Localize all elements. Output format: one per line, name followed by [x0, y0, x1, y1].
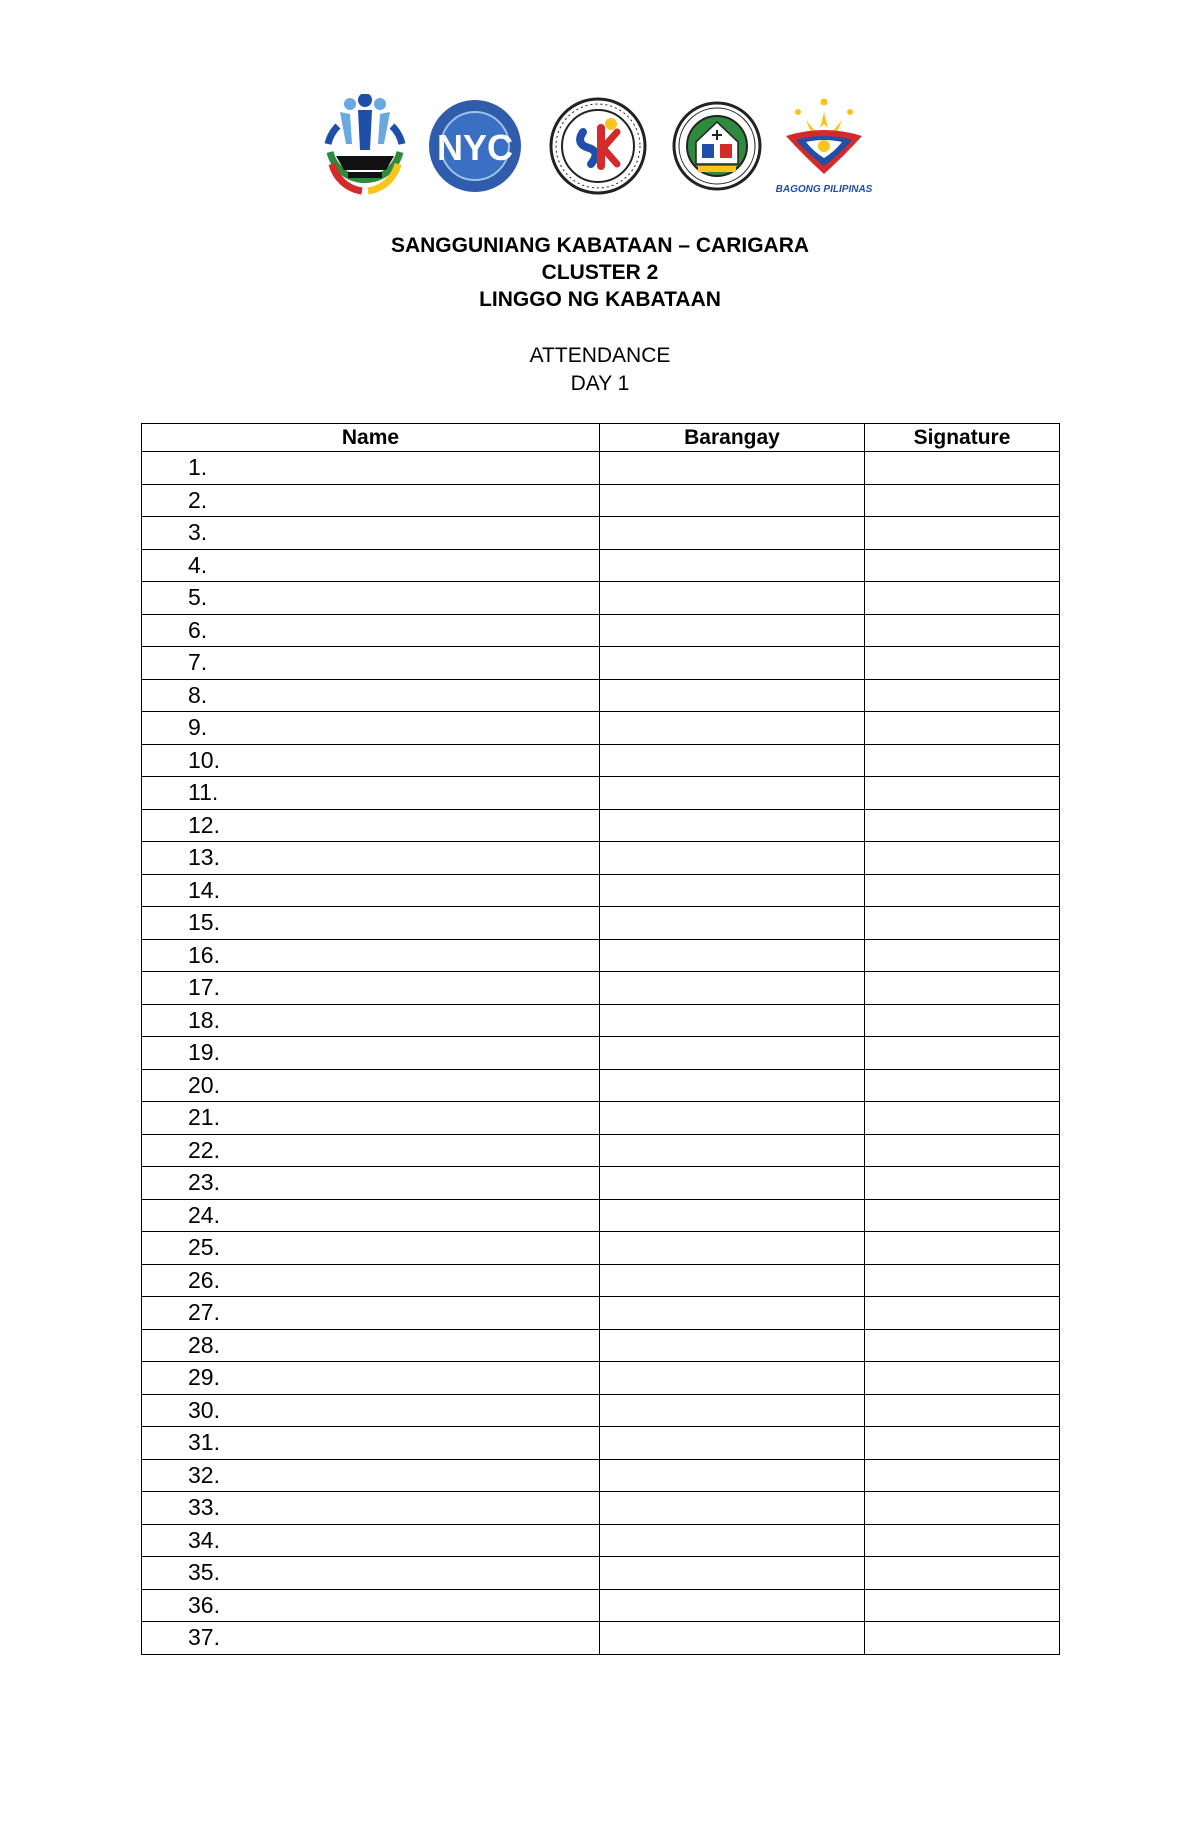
name-cell[interactable]: 25.	[142, 1232, 600, 1265]
barangay-cell[interactable]	[600, 517, 865, 550]
signature-cell[interactable]	[865, 549, 1060, 582]
barangay-cell[interactable]	[600, 1329, 865, 1362]
signature-cell[interactable]	[865, 582, 1060, 615]
signature-cell[interactable]	[865, 1557, 1060, 1590]
name-cell[interactable]: 30.	[142, 1394, 600, 1427]
barangay-cell[interactable]	[600, 907, 865, 940]
barangay-cell[interactable]	[600, 1199, 865, 1232]
table-row	[142, 1297, 1060, 1330]
bagong-pilipinas-logo-icon	[774, 94, 874, 198]
org-title: SANGGUNIANG KABATAAN – CARIGARA	[390, 234, 810, 257]
barangay-cell[interactable]	[600, 744, 865, 777]
signature-cell[interactable]	[865, 972, 1060, 1005]
barangay-cell[interactable]	[600, 647, 865, 680]
barangay-cell[interactable]	[600, 1524, 865, 1557]
signature-cell[interactable]	[865, 1297, 1060, 1330]
name-cell[interactable]: 33.	[142, 1492, 600, 1525]
name-cell[interactable]: 22.	[142, 1134, 600, 1167]
signature-cell[interactable]	[865, 874, 1060, 907]
table-row	[142, 1459, 1060, 1492]
signature-cell[interactable]	[865, 1037, 1060, 1070]
signature-cell[interactable]	[865, 907, 1060, 940]
name-cell[interactable]: 7.	[142, 647, 600, 680]
signature-cell[interactable]	[865, 1264, 1060, 1297]
table-row	[142, 452, 1060, 485]
table-row	[142, 614, 1060, 647]
name-cell[interactable]: 27.	[142, 1297, 600, 1330]
table-row	[142, 1362, 1060, 1395]
name-cell[interactable]: 8.	[142, 679, 600, 712]
signature-cell[interactable]	[865, 1329, 1060, 1362]
barangay-cell[interactable]	[600, 777, 865, 810]
day-label: DAY 1	[570, 372, 630, 395]
barangay-cell[interactable]	[600, 1492, 865, 1525]
name-cell[interactable]: 36.	[142, 1589, 600, 1622]
signature-cell[interactable]	[865, 1394, 1060, 1427]
table-row	[142, 712, 1060, 745]
barangay-cell[interactable]	[600, 874, 865, 907]
table-row	[142, 517, 1060, 550]
barangay-cell[interactable]	[600, 972, 865, 1005]
table-row	[142, 1102, 1060, 1135]
signature-cell[interactable]	[865, 1167, 1060, 1200]
table-row	[142, 939, 1060, 972]
signature-cell[interactable]	[865, 452, 1060, 485]
table-row	[142, 1394, 1060, 1427]
signature-cell[interactable]	[865, 712, 1060, 745]
cluster-label: CLUSTER 2	[541, 261, 659, 284]
barangay-cell[interactable]	[600, 1134, 865, 1167]
table-row	[142, 777, 1060, 810]
column-header-name: Name	[142, 424, 600, 452]
table-row	[142, 647, 1060, 680]
barangay-cell[interactable]	[600, 1167, 865, 1200]
barangay-cell[interactable]	[600, 614, 865, 647]
barangay-cell[interactable]	[600, 1394, 865, 1427]
name-cell[interactable]: 29.	[142, 1362, 600, 1395]
table-row	[142, 1427, 1060, 1460]
signature-cell[interactable]	[865, 1102, 1060, 1135]
linggo-ng-kabataan-logo-icon	[322, 94, 408, 198]
name-cell[interactable]: 13.	[142, 842, 600, 875]
bagong-pilipinas-wordmark: BAGONG PILIPINAS	[775, 184, 873, 195]
name-cell[interactable]: 20.	[142, 1069, 600, 1102]
signature-cell[interactable]	[865, 1492, 1060, 1525]
table-row	[142, 744, 1060, 777]
barangay-cell[interactable]	[600, 1362, 865, 1395]
table-row	[142, 484, 1060, 517]
doc-type: ATTENDANCE	[529, 344, 671, 367]
table-row	[142, 874, 1060, 907]
name-cell[interactable]: 24.	[142, 1199, 600, 1232]
signature-cell[interactable]	[865, 1459, 1060, 1492]
name-cell[interactable]: 14.	[142, 874, 600, 907]
name-cell[interactable]: 15.	[142, 907, 600, 940]
signature-cell[interactable]	[865, 1524, 1060, 1557]
table-row	[142, 549, 1060, 582]
table-row	[142, 582, 1060, 615]
barangay-cell[interactable]	[600, 1459, 865, 1492]
barangay-cell[interactable]	[600, 1264, 865, 1297]
barangay-cell[interactable]	[600, 1589, 865, 1622]
barangay-cell[interactable]	[600, 1427, 865, 1460]
table-row	[142, 679, 1060, 712]
table-row	[142, 1492, 1060, 1525]
name-cell[interactable]: 3.	[142, 517, 600, 550]
name-cell[interactable]: 9.	[142, 712, 600, 745]
municipality-of-carigara-seal-icon	[672, 94, 762, 198]
table-row	[142, 1167, 1060, 1200]
document-subheading	[0, 342, 1200, 398]
table-row	[142, 972, 1060, 1005]
table-row	[142, 1524, 1060, 1557]
name-cell[interactable]: 31.	[142, 1427, 600, 1460]
national-youth-commission-logo-icon	[427, 94, 523, 198]
name-cell[interactable]: 12.	[142, 809, 600, 842]
logo-strip	[0, 94, 1200, 204]
svg-text:NYC: NYC	[436, 127, 514, 168]
sk-federation-seal-icon	[549, 94, 647, 198]
attendance-table	[141, 423, 1060, 1655]
table-row	[142, 1134, 1060, 1167]
barangay-cell[interactable]	[600, 1069, 865, 1102]
signature-cell[interactable]	[865, 647, 1060, 680]
name-cell[interactable]: 26.	[142, 1264, 600, 1297]
barangay-cell[interactable]	[600, 1557, 865, 1590]
name-cell[interactable]: 28.	[142, 1329, 600, 1362]
name-cell[interactable]: 34.	[142, 1524, 600, 1557]
name-cell[interactable]: 6.	[142, 614, 600, 647]
name-cell[interactable]: 1.	[142, 452, 600, 485]
signature-cell[interactable]	[865, 517, 1060, 550]
barangay-cell[interactable]	[600, 1622, 865, 1655]
signature-cell[interactable]	[865, 1134, 1060, 1167]
signature-cell[interactable]	[865, 1427, 1060, 1460]
table-row	[142, 1557, 1060, 1590]
signature-cell[interactable]	[865, 939, 1060, 972]
table-row	[142, 842, 1060, 875]
signature-cell[interactable]	[865, 744, 1060, 777]
signature-cell[interactable]	[865, 1362, 1060, 1395]
barangay-cell[interactable]	[600, 484, 865, 517]
table-header-row	[142, 424, 1060, 452]
name-cell[interactable]: 19.	[142, 1037, 600, 1070]
barangay-cell[interactable]	[600, 1102, 865, 1135]
name-cell[interactable]: 16.	[142, 939, 600, 972]
attendance-rows	[142, 452, 1060, 1655]
name-cell[interactable]: 11.	[142, 777, 600, 810]
name-cell[interactable]: 17.	[142, 972, 600, 1005]
table-row	[142, 1069, 1060, 1102]
signature-cell[interactable]	[865, 777, 1060, 810]
signature-cell[interactable]	[865, 614, 1060, 647]
column-header-barangay: Barangay	[600, 424, 865, 452]
signature-cell[interactable]	[865, 1622, 1060, 1655]
barangay-cell[interactable]	[600, 842, 865, 875]
table-row	[142, 1232, 1060, 1265]
name-cell[interactable]: 32.	[142, 1459, 600, 1492]
column-header-signature: Signature	[865, 424, 1060, 452]
barangay-cell[interactable]	[600, 582, 865, 615]
table-row	[142, 1264, 1060, 1297]
event-title: LINGGO NG KABATAAN	[479, 288, 721, 311]
signature-cell[interactable]	[865, 1199, 1060, 1232]
name-cell[interactable]: 4.	[142, 549, 600, 582]
table-row	[142, 1622, 1060, 1655]
name-cell[interactable]: 18.	[142, 1004, 600, 1037]
signature-cell[interactable]	[865, 1589, 1060, 1622]
barangay-cell[interactable]	[600, 1232, 865, 1265]
table-row	[142, 809, 1060, 842]
table-row	[142, 1037, 1060, 1070]
barangay-cell[interactable]	[600, 712, 865, 745]
signature-cell[interactable]	[865, 1004, 1060, 1037]
table-row	[142, 1004, 1060, 1037]
signature-cell[interactable]	[865, 809, 1060, 842]
barangay-cell[interactable]	[600, 809, 865, 842]
barangay-cell[interactable]	[600, 452, 865, 485]
barangay-cell[interactable]	[600, 1004, 865, 1037]
signature-cell[interactable]	[865, 842, 1060, 875]
table-row	[142, 907, 1060, 940]
barangay-cell[interactable]	[600, 1037, 865, 1070]
name-cell[interactable]: 10.	[142, 744, 600, 777]
table-row	[142, 1589, 1060, 1622]
table-row	[142, 1199, 1060, 1232]
signature-cell[interactable]	[865, 1069, 1060, 1102]
barangay-cell[interactable]	[600, 1297, 865, 1330]
name-cell[interactable]: 21.	[142, 1102, 600, 1135]
name-cell[interactable]: 5.	[142, 582, 600, 615]
name-cell[interactable]: 2.	[142, 484, 600, 517]
signature-cell[interactable]	[865, 679, 1060, 712]
barangay-cell[interactable]	[600, 549, 865, 582]
table-row	[142, 1329, 1060, 1362]
barangay-cell[interactable]	[600, 679, 865, 712]
signature-cell[interactable]	[865, 484, 1060, 517]
signature-cell[interactable]	[865, 1232, 1060, 1265]
name-cell[interactable]: 35.	[142, 1557, 600, 1590]
document-heading	[0, 232, 1200, 313]
name-cell[interactable]: 37.	[142, 1622, 600, 1655]
name-cell[interactable]: 23.	[142, 1167, 600, 1200]
barangay-cell[interactable]	[600, 939, 865, 972]
